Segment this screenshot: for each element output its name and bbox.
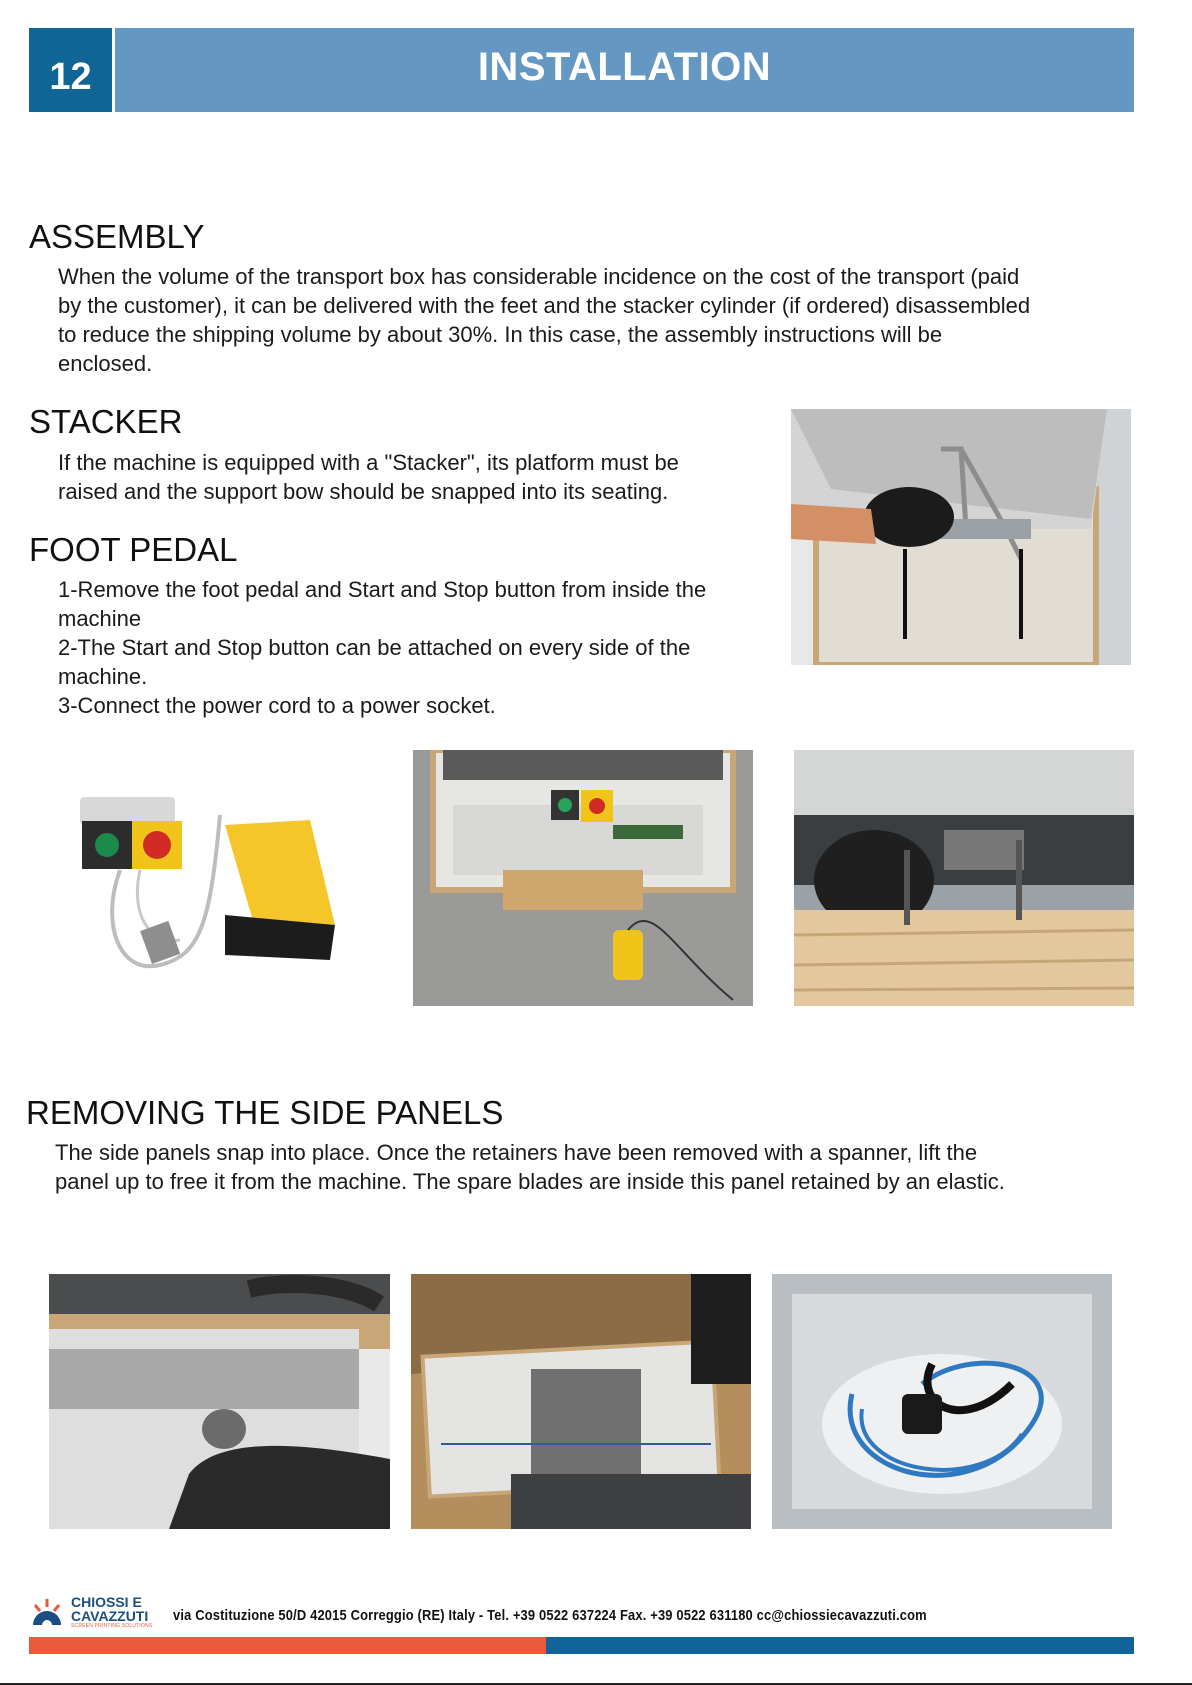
page-number: 12 bbox=[29, 28, 112, 112]
stacker-heading: STACKER bbox=[29, 403, 183, 440]
side-panels-line: The side panels snap into place. Once the retainers have been removed with a spanner, lift the bbox=[55, 1140, 978, 1165]
foot-pedal-line: machine. bbox=[58, 664, 148, 689]
company-logo bbox=[29, 1593, 169, 1631]
stacker-line: raised and the support bow should be snapped into its seating. bbox=[58, 479, 669, 504]
foot-pedal-line: 2-The Start and Stop button can be attached on every side of the bbox=[58, 635, 691, 660]
foot-pedal-line: 3-Connect the power cord to a power socket. bbox=[58, 693, 496, 718]
assembly-line: When the volume of the transport box has considerable incidence on the cost of the transport (paid bbox=[58, 264, 1020, 289]
logo-line-1: CHIOSSI E bbox=[71, 1594, 142, 1610]
foot-pedal-line: 1-Remove the foot pedal and Start and Stop button from inside the bbox=[58, 577, 707, 602]
logo-tagline: SCREEN PRINTING SOLUTIONS bbox=[71, 1623, 153, 1629]
assembly-line: by the customer), it can be delivered with the feet and the stacker cylinder (if ordered) disassembled bbox=[58, 293, 1031, 318]
footer-bar-orange bbox=[29, 1637, 546, 1654]
side-panels-line: panel up to free it from the machine. The spare blades are inside this panel retained by an elastic. bbox=[55, 1169, 1005, 1194]
machine-underside-photo bbox=[794, 750, 1134, 1006]
assembly-line: enclosed. bbox=[58, 351, 153, 376]
panel-retainer-photo bbox=[49, 1274, 390, 1529]
assembly-line: to reduce the shipping volume by about 30%. In this case, the assembly instructions will be bbox=[58, 322, 943, 347]
foot-pedal-heading: FOOT PEDAL bbox=[29, 531, 238, 568]
assembly-text bbox=[58, 262, 1030, 378]
footer-bar-blue bbox=[546, 1637, 1134, 1654]
stacker-photo bbox=[791, 409, 1131, 665]
footer-address: via Costituzione 50/D 42015 Correggio (RE) Italy - Tel. +39 0522 637224 Fax. +39 0522 631180 cc@chiossiecavazzuti.com bbox=[173, 1607, 927, 1624]
stacker-text bbox=[58, 448, 679, 506]
foot-pedal-photo bbox=[60, 775, 360, 1005]
logo-line-2: CAVAZZUTI bbox=[71, 1608, 149, 1624]
assembly-heading: ASSEMBLY bbox=[29, 218, 205, 255]
side-panels-text bbox=[55, 1138, 1005, 1196]
gear-logo-icon bbox=[29, 1597, 65, 1627]
panel-inside-photo bbox=[411, 1274, 751, 1529]
stacker-line: If the machine is equipped with a "Stacker", its platform must be bbox=[58, 450, 679, 475]
page-title: INSTALLATION bbox=[115, 28, 1134, 112]
machine-front-photo bbox=[413, 750, 753, 1006]
foot-pedal-line: machine bbox=[58, 606, 142, 631]
spare-blades-photo bbox=[772, 1274, 1112, 1529]
foot-pedal-text bbox=[58, 575, 706, 720]
side-panels-heading: REMOVING THE SIDE PANELS bbox=[26, 1094, 504, 1131]
